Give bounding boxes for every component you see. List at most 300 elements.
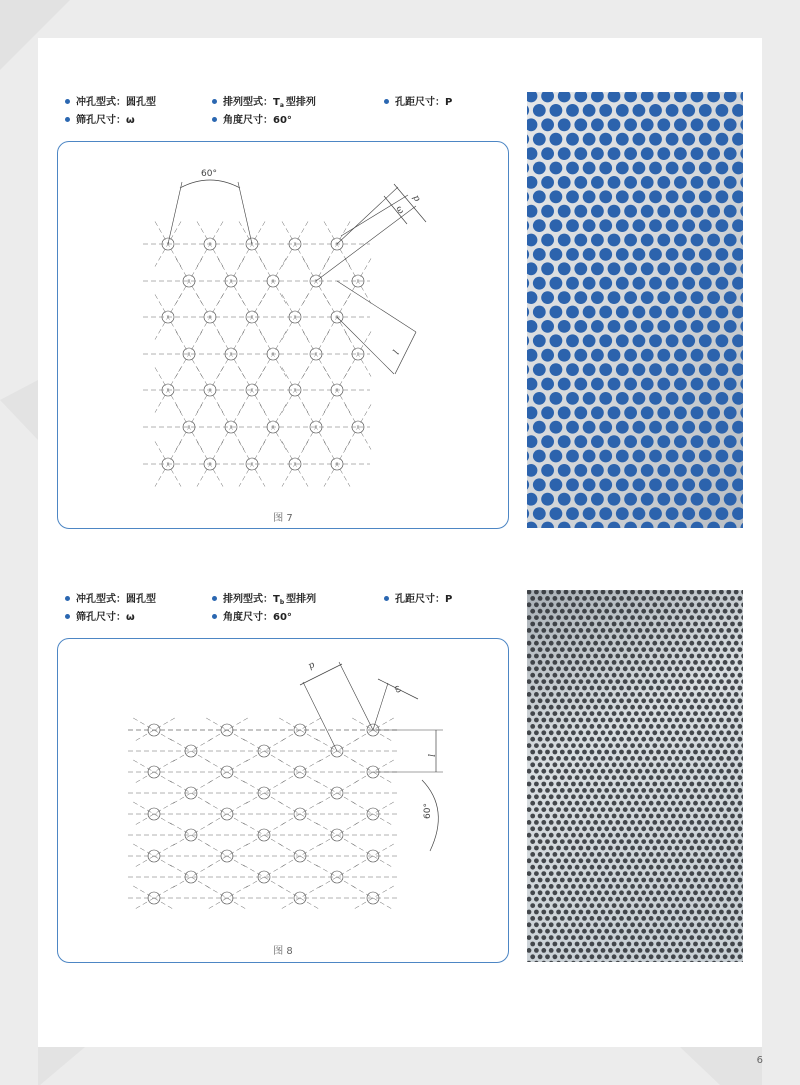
hole — [664, 788, 669, 793]
hole — [582, 711, 587, 716]
hole — [693, 673, 698, 678]
hole — [538, 762, 543, 767]
hole — [608, 833, 613, 838]
hole — [682, 833, 687, 838]
hole — [578, 769, 583, 774]
hole — [726, 807, 731, 812]
hole — [675, 884, 680, 889]
hole — [671, 596, 676, 601]
hole — [578, 897, 583, 902]
hole — [649, 133, 662, 146]
hole — [541, 935, 546, 940]
hole — [730, 788, 735, 793]
hole — [627, 839, 632, 844]
hole — [689, 654, 694, 659]
spec-angle: 角度尺寸：60° — [212, 611, 292, 625]
hole — [738, 711, 743, 716]
hole — [678, 724, 683, 729]
hole — [686, 622, 691, 627]
hole — [660, 705, 665, 710]
hole — [707, 234, 720, 247]
hole — [738, 775, 743, 780]
spec-list-2 — [38, 593, 518, 633]
hole — [541, 807, 546, 812]
hole — [599, 392, 612, 405]
hole — [641, 750, 646, 755]
hole — [541, 948, 546, 953]
hole — [566, 306, 579, 319]
hole — [534, 807, 539, 812]
hole — [641, 378, 654, 391]
hole — [616, 421, 629, 434]
hole — [712, 628, 717, 633]
hole — [645, 679, 650, 684]
hole — [689, 628, 694, 633]
hole — [608, 320, 621, 333]
hole — [556, 679, 561, 684]
hole — [545, 686, 550, 691]
hole — [530, 750, 535, 755]
hole — [723, 724, 728, 729]
hole — [534, 666, 539, 671]
hole — [691, 320, 704, 333]
hole — [723, 775, 728, 780]
hole — [619, 903, 624, 908]
hole — [624, 176, 637, 189]
hole — [624, 406, 637, 419]
hole — [682, 884, 687, 889]
hole — [545, 698, 550, 703]
hole — [660, 654, 665, 659]
hole — [566, 421, 579, 434]
hole — [553, 916, 558, 921]
extension-line — [337, 281, 416, 332]
hole — [666, 478, 679, 491]
hole — [682, 794, 687, 799]
hole — [660, 846, 665, 851]
hole — [533, 162, 546, 175]
hole — [708, 737, 713, 742]
hole — [652, 692, 657, 697]
hole — [697, 871, 702, 876]
hole — [656, 711, 661, 716]
hole — [738, 852, 743, 857]
hole — [738, 865, 743, 870]
hole — [593, 602, 598, 607]
bullet-icon — [212, 614, 217, 619]
hole — [701, 647, 706, 652]
hole — [715, 916, 720, 921]
hole — [604, 865, 609, 870]
hole — [678, 878, 683, 883]
hole — [723, 737, 728, 742]
hole — [586, 615, 591, 620]
hole — [660, 615, 665, 620]
hole — [704, 679, 709, 684]
hole — [601, 858, 606, 863]
hole — [652, 705, 657, 710]
hole — [615, 679, 620, 684]
hole — [583, 306, 596, 319]
hole — [597, 878, 602, 883]
hole — [593, 833, 598, 838]
hole — [657, 320, 670, 333]
hole — [578, 782, 583, 787]
hole — [616, 392, 629, 405]
hole — [560, 903, 565, 908]
hole — [726, 628, 731, 633]
hole — [593, 922, 598, 927]
hole — [707, 406, 720, 419]
hole — [726, 935, 731, 940]
hole — [530, 686, 535, 691]
hole — [678, 622, 683, 627]
hole — [652, 769, 657, 774]
hole-label: ω — [391, 683, 404, 695]
hole — [538, 647, 543, 652]
hole — [591, 262, 604, 275]
hole — [634, 903, 639, 908]
hole — [689, 807, 694, 812]
hole — [693, 775, 698, 780]
hole — [667, 692, 672, 697]
hole — [556, 782, 561, 787]
hole — [699, 334, 712, 347]
hole — [567, 903, 572, 908]
hole — [615, 948, 620, 953]
hole — [560, 762, 565, 767]
hole — [558, 234, 571, 247]
hole — [560, 890, 565, 895]
hole — [549, 846, 554, 851]
hole — [719, 833, 724, 838]
hole — [641, 826, 646, 831]
hole — [627, 737, 632, 742]
hole — [604, 724, 609, 729]
hole — [649, 814, 654, 819]
hole — [666, 306, 679, 319]
hole — [571, 910, 576, 915]
hole — [649, 711, 654, 716]
hole — [712, 922, 717, 927]
hole — [604, 929, 609, 934]
hole — [664, 750, 669, 755]
hole — [619, 596, 624, 601]
hole — [686, 852, 691, 857]
hole — [553, 647, 558, 652]
hole — [671, 788, 676, 793]
hole — [549, 756, 554, 761]
hole — [634, 711, 639, 716]
hole — [630, 910, 635, 915]
hole — [533, 277, 546, 290]
hole — [682, 858, 687, 863]
hole — [615, 910, 620, 915]
hole — [583, 190, 596, 203]
hole — [678, 673, 683, 678]
hole — [738, 762, 743, 767]
hole — [582, 826, 587, 831]
hole — [704, 602, 709, 607]
hole — [578, 718, 583, 723]
hole — [641, 903, 646, 908]
hole — [623, 948, 628, 953]
hole — [701, 660, 706, 665]
hole — [660, 922, 665, 927]
hole — [583, 334, 596, 347]
hole — [575, 801, 580, 806]
hole — [649, 724, 654, 729]
row-label: l — [391, 348, 403, 357]
hole — [530, 762, 535, 767]
hole — [593, 654, 598, 659]
hole — [553, 929, 558, 934]
hole — [652, 666, 657, 671]
hole — [541, 378, 554, 391]
hole — [593, 935, 598, 940]
hole — [571, 922, 576, 927]
hole — [656, 916, 661, 921]
hole — [716, 190, 729, 203]
hole — [686, 942, 691, 947]
hole — [624, 291, 637, 304]
hole — [730, 801, 735, 806]
hole — [619, 647, 624, 652]
hole — [590, 839, 595, 844]
hole — [715, 711, 720, 716]
hole — [604, 673, 609, 678]
hole — [612, 852, 617, 857]
hole — [583, 450, 596, 463]
hole — [707, 176, 720, 189]
hole — [566, 277, 579, 290]
hole — [649, 929, 654, 934]
hole — [590, 942, 595, 947]
hole — [708, 711, 713, 716]
hole — [541, 756, 546, 761]
hole — [590, 865, 595, 870]
hole — [734, 948, 739, 953]
hole — [619, 839, 624, 844]
hole — [591, 176, 604, 189]
hole — [664, 711, 669, 716]
hole — [590, 826, 595, 831]
hole — [641, 878, 646, 883]
hole — [566, 133, 579, 146]
hole — [641, 737, 646, 742]
hole — [550, 219, 563, 232]
hole — [530, 737, 535, 742]
hole — [578, 884, 583, 889]
hole — [550, 104, 563, 117]
hole — [612, 801, 617, 806]
hole — [582, 609, 587, 614]
hole — [671, 929, 676, 934]
hole — [656, 814, 661, 819]
hole — [530, 711, 535, 716]
hole — [590, 750, 595, 755]
hole — [715, 814, 720, 819]
hole — [641, 890, 646, 895]
hole — [686, 609, 691, 614]
hole — [689, 692, 694, 697]
hole — [553, 852, 558, 857]
hole — [641, 609, 646, 614]
hole — [652, 679, 657, 684]
hole — [667, 769, 672, 774]
hole — [534, 615, 539, 620]
hole — [693, 852, 698, 857]
hole — [604, 788, 609, 793]
hole — [630, 743, 635, 748]
hole — [564, 897, 569, 902]
hole — [704, 794, 709, 799]
hole — [564, 922, 569, 927]
hole — [541, 205, 554, 218]
hole — [693, 750, 698, 755]
hole — [545, 839, 550, 844]
hole — [730, 660, 735, 665]
hole — [682, 871, 687, 876]
hole — [566, 363, 579, 376]
hole — [567, 711, 572, 716]
hole — [641, 686, 646, 691]
hole — [597, 890, 602, 895]
row-label: l — [425, 754, 435, 757]
hole — [682, 846, 687, 851]
hole — [715, 596, 720, 601]
hole — [624, 234, 637, 247]
hole — [624, 464, 637, 477]
hole — [564, 833, 569, 838]
hole — [719, 910, 724, 915]
hole — [689, 871, 694, 876]
hole — [634, 750, 639, 755]
hole — [560, 737, 565, 742]
hole — [612, 839, 617, 844]
hole — [638, 922, 643, 927]
hole — [638, 743, 643, 748]
hole — [704, 846, 709, 851]
hole — [666, 363, 679, 376]
hole — [583, 507, 596, 520]
hole — [715, 660, 720, 665]
hole — [578, 910, 583, 915]
hole — [627, 647, 632, 652]
hole — [697, 743, 702, 748]
hole — [682, 641, 687, 646]
angle-arc — [180, 180, 240, 188]
hole — [553, 724, 558, 729]
hole — [704, 756, 709, 761]
hole — [549, 615, 554, 620]
hole — [615, 846, 620, 851]
hole — [534, 602, 539, 607]
hole — [615, 628, 620, 633]
hole — [634, 929, 639, 934]
perforated-sheet-photo-blue — [527, 92, 743, 528]
hole — [608, 406, 621, 419]
hole — [666, 104, 679, 117]
hole — [682, 602, 687, 607]
hole — [634, 698, 639, 703]
hole — [671, 865, 676, 870]
hole — [738, 686, 743, 691]
hole — [674, 234, 687, 247]
hole — [649, 622, 654, 627]
hole — [578, 679, 583, 684]
hole-pattern-diagram-tb — [58, 639, 508, 962]
hole — [712, 666, 717, 671]
hole — [724, 118, 737, 131]
hole — [715, 686, 720, 691]
hole — [560, 596, 565, 601]
hole — [550, 248, 563, 261]
hole — [689, 948, 694, 953]
hole — [574, 406, 587, 419]
hole — [715, 801, 720, 806]
hole — [699, 363, 712, 376]
hole — [601, 602, 606, 607]
hole — [615, 718, 620, 723]
hole — [553, 750, 558, 755]
hole — [689, 718, 694, 723]
hole — [633, 277, 646, 290]
hole — [612, 686, 617, 691]
hole — [564, 948, 569, 953]
hole — [601, 718, 606, 723]
hole — [564, 679, 569, 684]
hole — [604, 737, 609, 742]
hole — [560, 673, 565, 678]
hole — [616, 104, 629, 117]
hole — [549, 718, 554, 723]
hole — [641, 291, 654, 304]
hole — [533, 334, 546, 347]
hole — [564, 910, 569, 915]
hole — [667, 756, 672, 761]
hole — [560, 724, 565, 729]
hole — [638, 910, 643, 915]
hole — [549, 807, 554, 812]
hole — [612, 903, 617, 908]
hole — [675, 782, 680, 787]
hole — [660, 679, 665, 684]
hole — [597, 788, 602, 793]
hole — [541, 782, 546, 787]
hole — [657, 147, 670, 160]
hole — [616, 306, 629, 319]
hole — [567, 916, 572, 921]
hole — [734, 794, 739, 799]
hole — [608, 730, 613, 735]
hole — [623, 782, 628, 787]
hole — [616, 478, 629, 491]
hole — [593, 615, 598, 620]
hole — [645, 884, 650, 889]
hole — [730, 852, 735, 857]
hole — [566, 162, 579, 175]
hole — [545, 814, 550, 819]
hole — [566, 104, 579, 117]
hole — [578, 794, 583, 799]
hole — [667, 654, 672, 659]
hole — [645, 794, 650, 799]
hole — [719, 602, 724, 607]
hole — [564, 769, 569, 774]
hole — [583, 219, 596, 232]
hole — [723, 890, 728, 895]
